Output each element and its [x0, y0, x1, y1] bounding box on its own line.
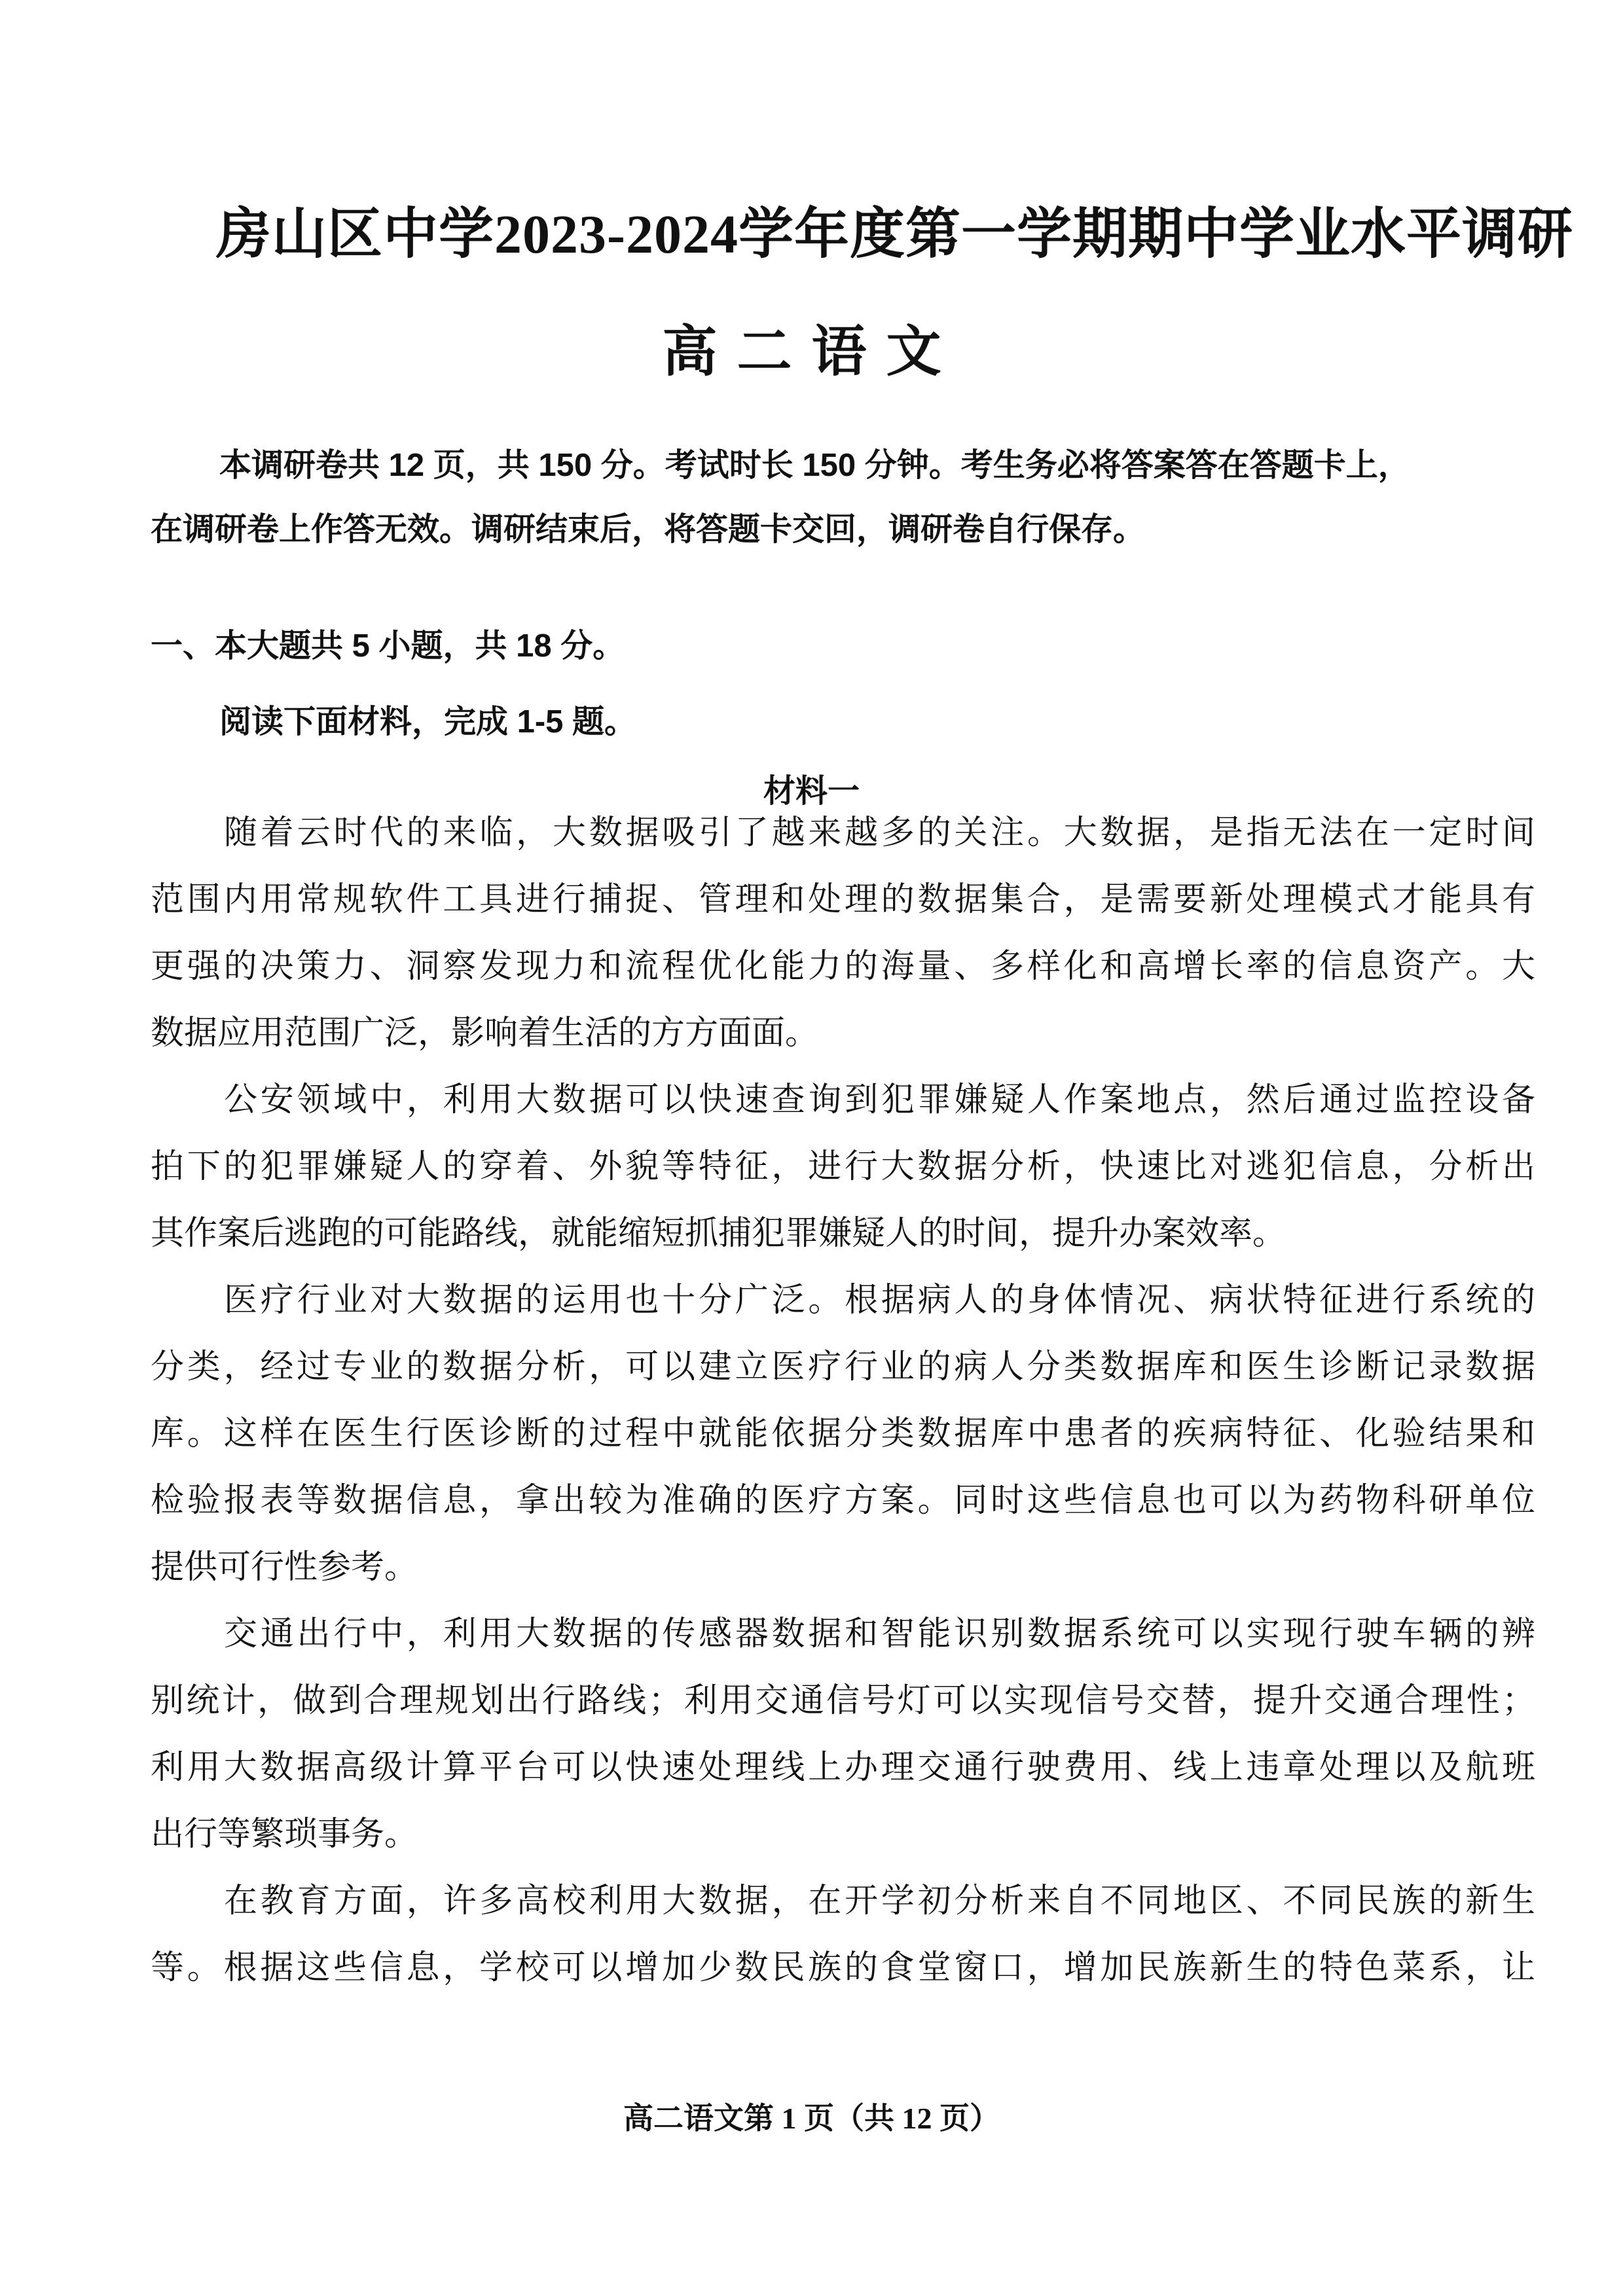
paragraph-line: 交通出行中，利用大数据的传感器数据和智能识别数据系统可以实现行驶车辆的辨: [224, 1616, 1535, 1653]
paragraph-line: 更强的决策力、洞察发现力和流程优化能力的海量、多样化和高增长率的信息资产。大: [151, 948, 1535, 985]
paragraph-line: 提供可行性参考。: [151, 1549, 418, 1586]
paragraph-line: 检验报表等数据信息，拿出较为准确的医疗方案。同时这些信息也可以为药物科研单位: [151, 1482, 1535, 1519]
paragraph-line: 等。根据这些信息，学校可以增加少数民族的食堂窗口，增加民族新生的特色菜系，让: [151, 1950, 1535, 1986]
paragraph-line: 医疗行业对大数据的运用也十分广泛。根据病人的身体情况、病状特征进行系统的: [224, 1282, 1535, 1319]
paragraph-line: 出行等繁琐事务。: [151, 1816, 418, 1853]
paragraph-line: 在教育方面，许多高校利用大数据，在开学初分析来自不同地区、不同民族的新生: [224, 1883, 1535, 1920]
instructions-line-2: 在调研卷上作答无效。调研结束后，将答题卡交回，调研卷自行保存。: [151, 512, 1146, 547]
paragraph-line: 其作案后逃跑的可能路线，就能缩短抓捕犯罪嫌疑人的时间，提升办案效率。: [151, 1215, 1286, 1252]
material-title: 材料一: [763, 774, 860, 809]
instructions-line-1: 本调研卷共 12 页，共 150 分。考试时长 150 分钟。考生务必将答案答在答题卡上，: [219, 448, 1410, 483]
paragraph-line: 随着云时代的来临，大数据吸引了越来越多的关注。大数据，是指无法在一定时间: [224, 815, 1535, 852]
exam-title: 房山区中学2023-2024学年度第一学期期中学业水平调研: [216, 204, 1573, 265]
exam-subject: 高二语文: [662, 322, 961, 383]
section-prompt: 阅读下面材料，完成 1-5 题。: [219, 704, 637, 740]
paragraph-line: 分类，经过专业的数据分析，可以建立医疗行业的病人分类数据库和医生诊断记录数据: [151, 1349, 1535, 1386]
paragraph-line: 别统计，做到合理规划出行路线；利用交通信号灯可以实现信号交替，提升交通合理性；: [151, 1683, 1535, 1719]
paragraph-line: 范围内用常规软件工具进行捕捉、管理和处理的数据集合，是需要新处理模式才能具有: [151, 882, 1535, 918]
page-footer: 高二语文第 1 页（共 12 页）: [623, 2102, 1000, 2135]
paragraph-line: 库。这样在医生行医诊断的过程中就能依据分类数据库中患者的疾病特征、化验结果和: [151, 1416, 1535, 1452]
paragraph-line: 利用大数据高级计算平台可以快速处理线上办理交通行驶费用、线上违章处理以及航班: [151, 1749, 1535, 1786]
paragraph-line: 数据应用范围广泛，影响着生活的方方面面。: [151, 1015, 819, 1052]
paragraph-line: 拍下的犯罪嫌疑人的穿着、外貌等特征，进行大数据分析，快速比对逃犯信息，分析出: [151, 1149, 1535, 1185]
section-heading: 一、本大题共 5 小题，共 18 分。: [151, 628, 625, 664]
paragraph-line: 公安领域中，利用大数据可以快速查询到犯罪嫌疑人作案地点，然后通过监控设备: [224, 1082, 1535, 1119]
